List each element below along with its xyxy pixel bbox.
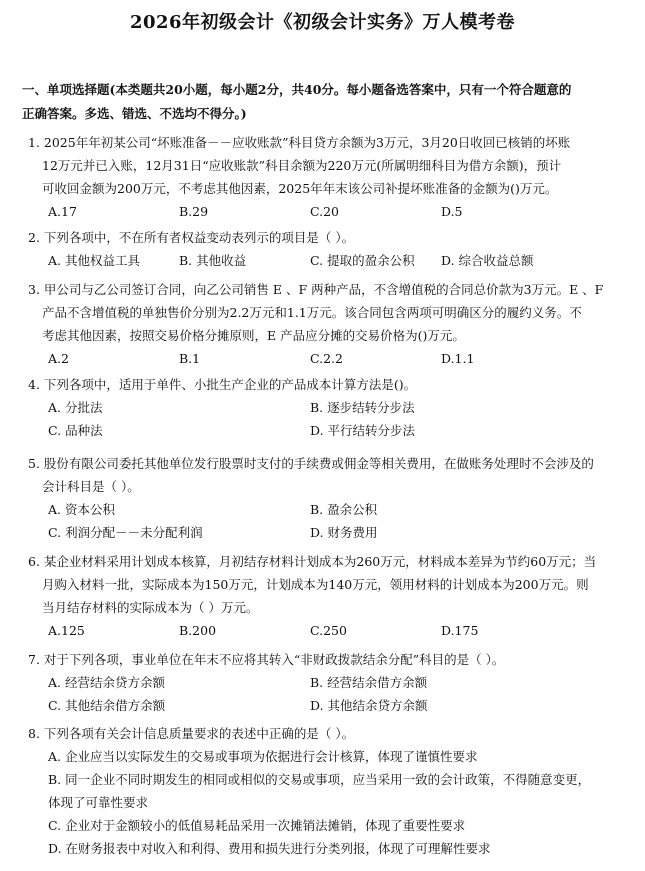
- option-a: A. 其他权益工具: [48, 253, 140, 268]
- section-heading-line-2: 正确答案。多选、错选、不选均不得分。): [22, 106, 247, 121]
- option-c: C.20: [310, 204, 339, 219]
- question-2: [28, 226, 628, 272]
- question-stem-line: 5. 股份有限公司委托其他单位发行股票时支付的手续费或佣金等相关费用，在做账务处理时不会涉及的: [28, 456, 594, 471]
- option-d: D. 综合收益总额: [441, 253, 534, 268]
- option-c: C. 利润分配－－未分配利润: [48, 525, 203, 540]
- option-d: D.5: [441, 204, 463, 219]
- option-b: B.1: [179, 351, 201, 366]
- option-c: C. 提取的盈余公积: [310, 253, 415, 268]
- section-heading: [22, 78, 627, 126]
- question-stem-line: 可收回金额为200万元，不考虑其他因素，2025年年末该公司补提坏账准备的金额为()万元。: [42, 181, 558, 196]
- question-5: [28, 452, 628, 544]
- option-b: B. 盈余公积: [310, 502, 378, 517]
- option-b: B. 其他收益: [179, 253, 247, 268]
- question-6: [28, 550, 628, 642]
- option-b: B. 同一企业不同时期发生的相同或相似的交易或事项，应当采用一致的会计政策，不得随意变更，: [48, 772, 591, 787]
- question-7: [28, 648, 628, 717]
- option-d: D. 平行结转分步法: [310, 423, 416, 438]
- question-1: [28, 131, 628, 223]
- question-stem-line: 当月结存材料的实际成本为（ ）万元。: [42, 600, 259, 615]
- option-b: B.29: [179, 204, 209, 219]
- option-a: A. 分批法: [48, 400, 103, 415]
- question-stem-line: 4. 下列各项中，适用于单件、小批生产企业的产品成本计算方法是()。: [28, 377, 417, 392]
- question-4: [28, 373, 628, 442]
- option-d: D. 在财务报表中对收入和利得、费用和损失进行分类列报，体现了可理解性要求: [48, 841, 491, 856]
- question-stem-line: 月购入材料一批，实际成本为150万元，计划成本为140万元，领用材料的计划成本为200万元。则: [42, 577, 589, 592]
- question-stem-line: 7. 对于下列各项，事业单位在年末不应将其转入“非财政拨款结余分配”科目的是（ ）。: [28, 652, 505, 667]
- question-stem-line: 会计科目是（ ）。: [42, 479, 140, 494]
- question-stem-line: 产品不含增值税的单独售价分别为2.2万元和1.1万元。该合同包含两项可明确区分的履约义务。不: [42, 305, 582, 320]
- section-heading-line-1: 一、单项选择题(本类题共20小题，每小题2分，共40分。每小题备选答案中，只有一个符合题意的: [22, 82, 572, 97]
- option-a: A. 资本公积: [48, 502, 115, 517]
- option-b-continued: 体现了可靠性要求: [48, 795, 149, 810]
- question-stem-line: 12万元并已入账，12月31日“应收账款”科目余额为220万元(所属明细科目为借方余额)，预计: [42, 158, 562, 173]
- option-d: D.175: [441, 623, 479, 638]
- option-c: C. 企业对于金额较小的低值易耗品采用一次摊销法摊销，体现了重要性要求: [48, 818, 466, 833]
- option-a: A.17: [48, 204, 77, 219]
- option-d: D. 财务费用: [310, 525, 378, 540]
- option-c: C.250: [310, 623, 347, 638]
- question-stem-line: 2. 下列各项中，不在所有者权益变动表列示的项目是（ ）。: [28, 230, 355, 245]
- option-c: C. 其他结余借方余额: [48, 698, 166, 713]
- option-a: A. 企业应当以实际发生的交易或事项为依据进行会计核算，体现了谨慎性要求: [48, 749, 478, 764]
- option-b: B. 逐步结转分步法: [310, 400, 415, 415]
- question-3: [28, 278, 628, 370]
- question-stem-line: 3. 甲公司与乙公司签订合同，向乙公司销售 E 、F 两种产品，不含增值税的合同总价款为3万元。E 、F: [28, 282, 604, 297]
- question-stem-line: 1. 2025年年初某公司“坏账准备－－应收账款”科目贷方余额为3万元，3月20日收回已核销的坏账: [28, 135, 571, 150]
- option-b: B. 经营结余借方余额: [310, 675, 428, 690]
- option-d: D.1.1: [441, 351, 475, 366]
- option-c: C.2.2: [310, 351, 343, 366]
- option-a: A.125: [48, 623, 85, 638]
- option-a: A. 经营结余贷方余额: [48, 675, 165, 690]
- question-stem-line: 6. 某企业材料采用计划成本核算，月初结存材料计划成本为260万元，材料成本差异为节约60万元；当: [28, 554, 597, 569]
- question-8: [28, 722, 628, 860]
- question-stem-line: 考虑其他因素，按照交易价格分摊原则，E 产品应分摊的交易价格为()万元。: [42, 328, 465, 343]
- option-a: A.2: [48, 351, 69, 366]
- option-c: C. 品种法: [48, 423, 103, 438]
- page-title: 2026年初级会计《初级会计实务》万人模考卷: [129, 12, 516, 33]
- option-b: B.200: [179, 623, 217, 638]
- option-d: D. 其他结余贷方余额: [310, 698, 428, 713]
- question-stem-line: 8. 下列各项有关会计信息质量要求的表述中正确的是（ ）。: [28, 726, 355, 741]
